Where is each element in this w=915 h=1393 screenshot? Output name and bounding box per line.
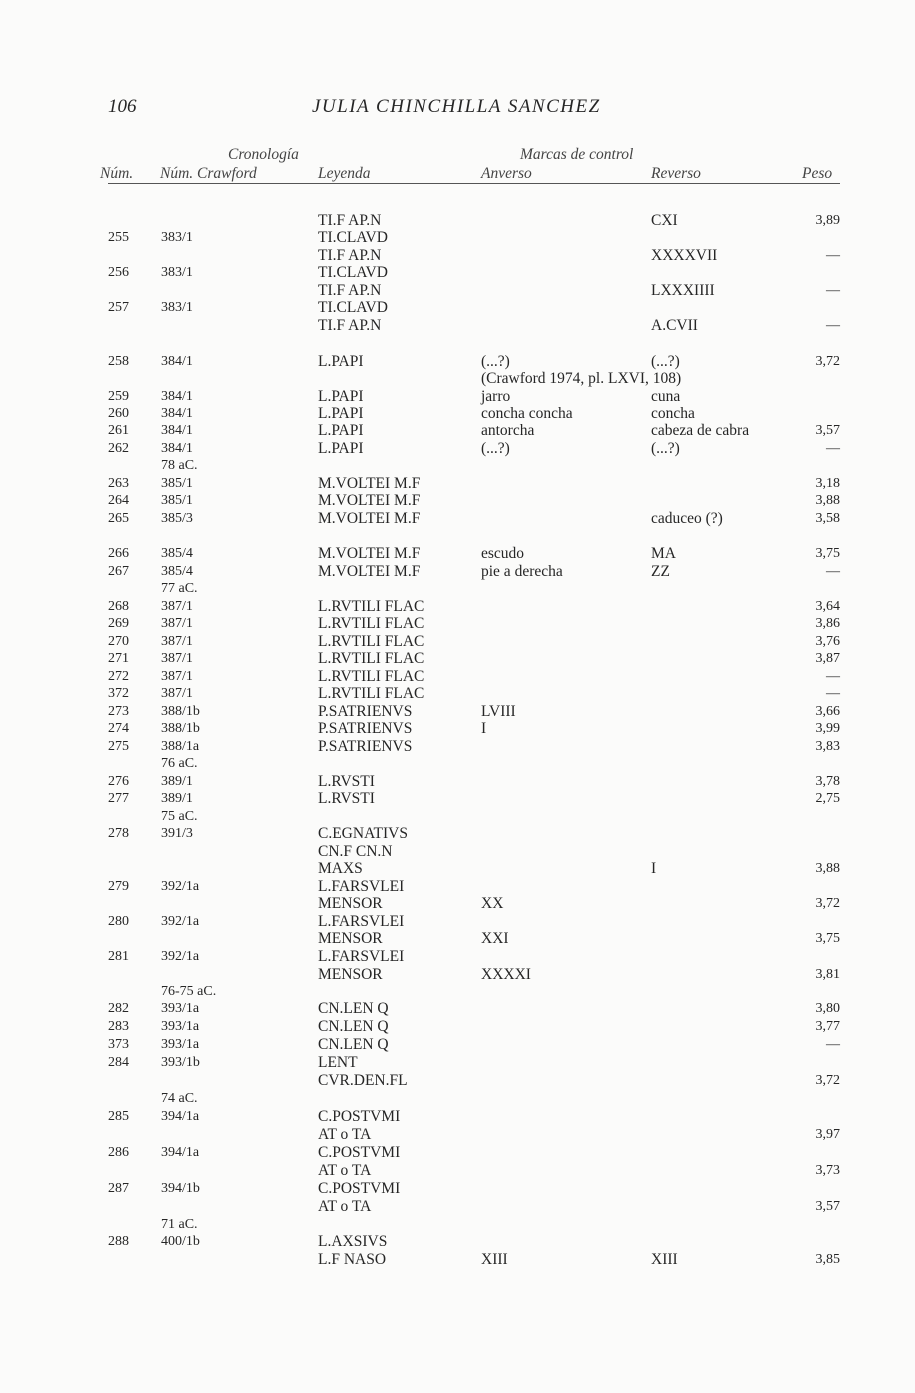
row-number: 262 [108,441,129,456]
crawford-number: 76 aC. [161,756,198,771]
table-row [0,317,915,335]
anverso-cell: I [481,720,487,737]
peso-cell: 3,99 [815,721,840,736]
row-number: 284 [108,1055,129,1070]
anverso-cell: (...?) [481,353,510,370]
table-row [0,668,915,686]
table-row [0,650,915,668]
row-number: 263 [108,476,129,491]
anverso-cell: escudo [481,545,525,562]
leyenda-cell: C.POSTVMI [318,1108,401,1125]
row-number: 271 [108,651,129,666]
anverso-cell: concha concha [481,405,573,422]
running-head: JULIA CHINCHILLA SANCHEZ [312,96,601,117]
table-row [0,282,915,300]
leyenda-cell: L.F NASO [318,1251,387,1268]
peso-cell: 3,78 [815,774,840,789]
peso-cell: 3,57 [815,1199,840,1214]
crawford-number: 385/1 [161,476,193,491]
leyenda-cell: L.RVTILI FLAC [318,668,425,685]
leyenda-cell: P.SATRIENVS [318,703,413,720]
reverso-cell: concha [651,405,695,422]
leyenda-cell: AT o TA [318,1198,372,1215]
crawford-number: 384/1 [161,354,193,369]
crawford-number: 385/1 [161,493,193,508]
header-cronologia: Cronología [228,146,299,163]
crawford-number: 388/1a [161,739,200,754]
table-row [0,755,915,773]
row-number: 256 [108,265,129,280]
peso-cell: 3,72 [815,354,840,369]
table-row [0,1036,915,1054]
crawford-number: 385/4 [161,546,193,561]
header-num: Núm. [100,165,134,182]
reverso-cell: I [651,860,657,877]
reverso-cell: caduceo (?) [651,510,723,527]
table-row [0,388,915,406]
reverso-cell: CXI [651,212,678,229]
table-row [0,212,915,230]
anverso-cell: antorcha [481,422,535,439]
row-number: 270 [108,634,129,649]
anverso-cell: XX [481,895,504,912]
leyenda-cell: L.RVTILI FLAC [318,650,425,667]
table-row [0,895,915,913]
row-number: 274 [108,721,129,736]
crawford-number: 392/1a [161,879,200,894]
leyenda-cell: TI.F AP.N [318,317,382,334]
leyenda-cell: P.SATRIENVS [318,720,413,737]
crawford-number: 383/1 [161,265,193,280]
peso-cell: 3,58 [815,511,840,526]
peso-cell: 2,75 [815,791,840,806]
leyenda-cell: TI.CLAVD [318,299,388,316]
crawford-number: 387/1 [161,599,193,614]
table-row [0,580,915,598]
leyenda-cell: CN.F CN.N [318,843,393,860]
row-number: 278 [108,826,129,841]
table-row [0,247,915,265]
leyenda-cell: TI.CLAVD [318,264,388,281]
table-row [0,966,915,984]
peso-cell: 3,85 [815,1252,840,1267]
peso-cell: 3,77 [815,1019,840,1034]
table-row [0,1233,915,1251]
peso-cell: 3,87 [815,651,840,666]
crawford-number: 387/1 [161,686,193,701]
row-number: 272 [108,669,129,684]
table-row [0,563,915,581]
table-row [0,808,915,826]
reverso-cell: XXXXVII [651,247,718,264]
row-number: 261 [108,423,129,438]
anverso-cell: XXI [481,930,509,947]
crawford-number: 387/1 [161,669,193,684]
leyenda-cell: CN.LEN Q [318,1018,389,1035]
leyenda-cell: M.VOLTEI M.F [318,510,421,527]
row-number: 282 [108,1001,129,1016]
peso-cell: 3,72 [815,1073,840,1088]
row-number: 276 [108,774,129,789]
leyenda-cell: C.POSTVMI [318,1180,401,1197]
leyenda-cell: C.EGNATIVS [318,825,408,842]
leyenda-cell: L.RVTILI FLAC [318,615,425,632]
table-row [0,738,915,756]
table-row [0,983,915,1001]
anverso-cell: jarro [481,388,511,405]
table-row [0,1054,915,1072]
reverso-cell: cuna [651,388,681,405]
crawford-number: 392/1a [161,949,200,964]
peso-cell: 3,75 [815,546,840,561]
crawford-number: 74 aC. [161,1091,198,1106]
anverso-cell: (...?) [481,440,510,457]
crawford-number: 384/1 [161,423,193,438]
row-number: 285 [108,1109,129,1124]
table-row [0,264,915,282]
reverso-cell: cabeza de cabra [651,422,750,439]
row-number: 257 [108,300,129,315]
peso-cell: 3,89 [815,213,840,228]
table-row [0,510,915,528]
leyenda-cell: M.VOLTEI M.F [318,475,421,492]
crawford-number: 387/1 [161,616,193,631]
leyenda-cell: AT o TA [318,1126,372,1143]
row-number: 260 [108,406,129,421]
reverso-cell: (...?) [651,440,680,457]
table-row [0,370,915,388]
row-number: 273 [108,704,129,719]
peso-cell: 3,76 [815,634,840,649]
leyenda-cell: L.PAPI [318,405,364,422]
peso-cell: — [826,441,840,456]
crawford-number: 388/1b [161,721,200,736]
leyenda-cell: MENSOR [318,930,383,947]
table-row [0,457,915,475]
table-row [0,1126,915,1144]
crawford-number: 394/1b [161,1181,200,1196]
row-number: 277 [108,791,129,806]
peso-cell: 3,81 [815,967,840,982]
row-number: 255 [108,230,129,245]
anverso-cell: pie a derecha [481,563,563,580]
peso-cell: 3,83 [815,739,840,754]
leyenda-cell: TI.F AP.N [318,247,382,264]
table-row [0,1162,915,1180]
reverso-cell: XIII [651,1251,678,1268]
leyenda-cell: MENSOR [318,966,383,983]
table-row [0,1216,915,1234]
peso-cell: 3,72 [815,896,840,911]
row-number: 281 [108,949,129,964]
anverso-cell: XXXXI [481,966,531,983]
table-row [0,545,915,563]
leyenda-cell: CVR.DEN.FL [318,1072,408,1089]
table-row [0,773,915,791]
table-row [0,685,915,703]
leyenda-cell: TI.F AP.N [318,282,382,299]
row-number: 269 [108,616,129,631]
leyenda-cell: MENSOR [318,895,383,912]
reverso-cell: A.CVII [651,317,698,334]
reverso-cell: LXXXIIII [651,282,715,299]
table-row [0,229,915,247]
table-row [0,948,915,966]
leyenda-cell: LENT [318,1054,358,1071]
table-row [0,860,915,878]
leyenda-cell: CN.LEN Q [318,1000,389,1017]
table-row [0,353,915,371]
table-row [0,1180,915,1198]
table-row [0,1090,915,1108]
table-row [0,703,915,721]
peso-cell: 3,18 [815,476,840,491]
table-row [0,930,915,948]
table-row [0,1018,915,1036]
leyenda-cell: L.RVSTI [318,773,375,790]
crawford-number: 78 aC. [161,458,198,473]
row-number: 372 [108,686,129,701]
crawford-number: 388/1b [161,704,200,719]
leyenda-cell: L.FARSVLEI [318,913,405,930]
row-number: 275 [108,739,129,754]
peso-cell: — [826,283,840,298]
table-row [0,1000,915,1018]
row-number: 264 [108,493,129,508]
peso-cell: — [826,1037,840,1052]
reverso-cell: ZZ [651,563,670,580]
peso-cell: 3,88 [815,493,840,508]
crawford-number: 393/1b [161,1055,200,1070]
leyenda-cell: TI.F AP.N [318,212,382,229]
table-row [0,1251,915,1269]
crawford-number: 383/1 [161,300,193,315]
leyenda-cell: M.VOLTEI M.F [318,563,421,580]
row-number: 288 [108,1234,129,1249]
reverso-cell: (...?) [651,353,680,370]
leyenda-cell: L.PAPI [318,440,364,457]
header-leyenda: Leyenda [318,165,371,182]
table-row [0,1072,915,1090]
leyenda-cell: L.RVSTI [318,790,375,807]
row-number: 280 [108,914,129,929]
header-peso: Peso [802,165,833,182]
table-row [0,913,915,931]
table-row [0,843,915,861]
crawford-number: 76-75 aC. [161,984,217,999]
leyenda-cell: L.RVTILI FLAC [318,633,425,650]
leyenda-cell: C.POSTVMI [318,1144,401,1161]
table-row [0,598,915,616]
row-number: 265 [108,511,129,526]
crawford-number: 393/1a [161,1019,200,1034]
crawford-number: 384/1 [161,406,193,421]
row-number: 267 [108,564,129,579]
row-number: 259 [108,389,129,404]
row-number: 266 [108,546,129,561]
leyenda-cell: CN.LEN Q [318,1036,389,1053]
crawford-number: 391/3 [161,826,193,841]
peso-cell: 3,88 [815,861,840,876]
row-number: 258 [108,354,129,369]
crawford-number: 387/1 [161,651,193,666]
peso-cell: — [826,669,840,684]
crawford-number: 387/1 [161,634,193,649]
table-row [0,878,915,896]
peso-cell: 3,97 [815,1127,840,1142]
leyenda-cell: P.SATRIENVS [318,738,413,755]
crawford-number: 389/1 [161,774,193,789]
table-row [0,475,915,493]
peso-cell: 3,86 [815,616,840,631]
page-number: 106 [108,96,137,117]
row-number: 373 [108,1037,129,1052]
leyenda-cell: MAXS [318,860,363,877]
table-row [0,720,915,738]
peso-cell: 3,73 [815,1163,840,1178]
anverso-cell: XIII [481,1251,508,1268]
table-row [0,422,915,440]
table-row [0,1108,915,1126]
peso-cell: 3,66 [815,704,840,719]
crawford-number: 75 aC. [161,809,198,824]
crawford-number: 389/1 [161,791,193,806]
crawford-number: 393/1a [161,1037,200,1052]
leyenda-cell: L.PAPI [318,422,364,439]
leyenda-cell: L.RVTILI FLAC [318,685,425,702]
leyenda-cell: TI.CLAVD [318,229,388,246]
crawford-number: 384/1 [161,389,193,404]
crawford-number: 71 aC. [161,1217,198,1232]
leyenda-cell: L.RVTILI FLAC [318,598,425,615]
crawford-number: 394/1a [161,1145,200,1160]
row-number: 268 [108,599,129,614]
leyenda-cell: AT o TA [318,1162,372,1179]
peso-cell: — [826,248,840,263]
peso-cell: — [826,686,840,701]
leyenda-cell: L.AXSIVS [318,1233,388,1250]
anverso-cell: (Crawford 1974, pl. LXVI, 108) [481,370,682,387]
table-row [0,492,915,510]
crawford-number: 385/3 [161,511,193,526]
table-row [0,790,915,808]
peso-cell: 3,80 [815,1001,840,1016]
leyenda-cell: L.PAPI [318,388,364,405]
row-number: 286 [108,1145,129,1160]
table-row [0,405,915,423]
row-number: 287 [108,1181,129,1196]
peso-cell: — [826,318,840,333]
crawford-number: 385/4 [161,564,193,579]
table-row [0,615,915,633]
crawford-number: 77 aC. [161,581,198,596]
table-row [0,1198,915,1216]
header-reverso: Reverso [651,165,701,182]
table-row [0,440,915,458]
crawford-number: 393/1a [161,1001,200,1016]
table-row [0,299,915,317]
reverso-cell: MA [651,545,676,562]
row-number: 283 [108,1019,129,1034]
leyenda-cell: M.VOLTEI M.F [318,545,421,562]
leyenda-cell: M.VOLTEI M.F [318,492,421,509]
leyenda-cell: L.PAPI [318,353,364,370]
leyenda-cell: L.FARSVLEI [318,878,405,895]
table-row [0,1144,915,1162]
peso-cell: 3,64 [815,599,840,614]
leyenda-cell: L.FARSVLEI [318,948,405,965]
header-num-crawford: Núm. Crawford [160,165,257,182]
crawford-number: 383/1 [161,230,193,245]
peso-cell: — [826,564,840,579]
crawford-number: 392/1a [161,914,200,929]
table-row [0,825,915,843]
crawford-number: 384/1 [161,441,193,456]
peso-cell: 3,75 [815,931,840,946]
peso-cell: 3,57 [815,423,840,438]
table-row [0,633,915,651]
crawford-number: 394/1a [161,1109,200,1124]
anverso-cell: LVIII [481,703,516,720]
header-marcas-de-control: Marcas de control [520,146,634,163]
crawford-number: 400/1b [161,1234,200,1249]
header-anverso: Anverso [481,165,532,182]
row-number: 279 [108,879,129,894]
